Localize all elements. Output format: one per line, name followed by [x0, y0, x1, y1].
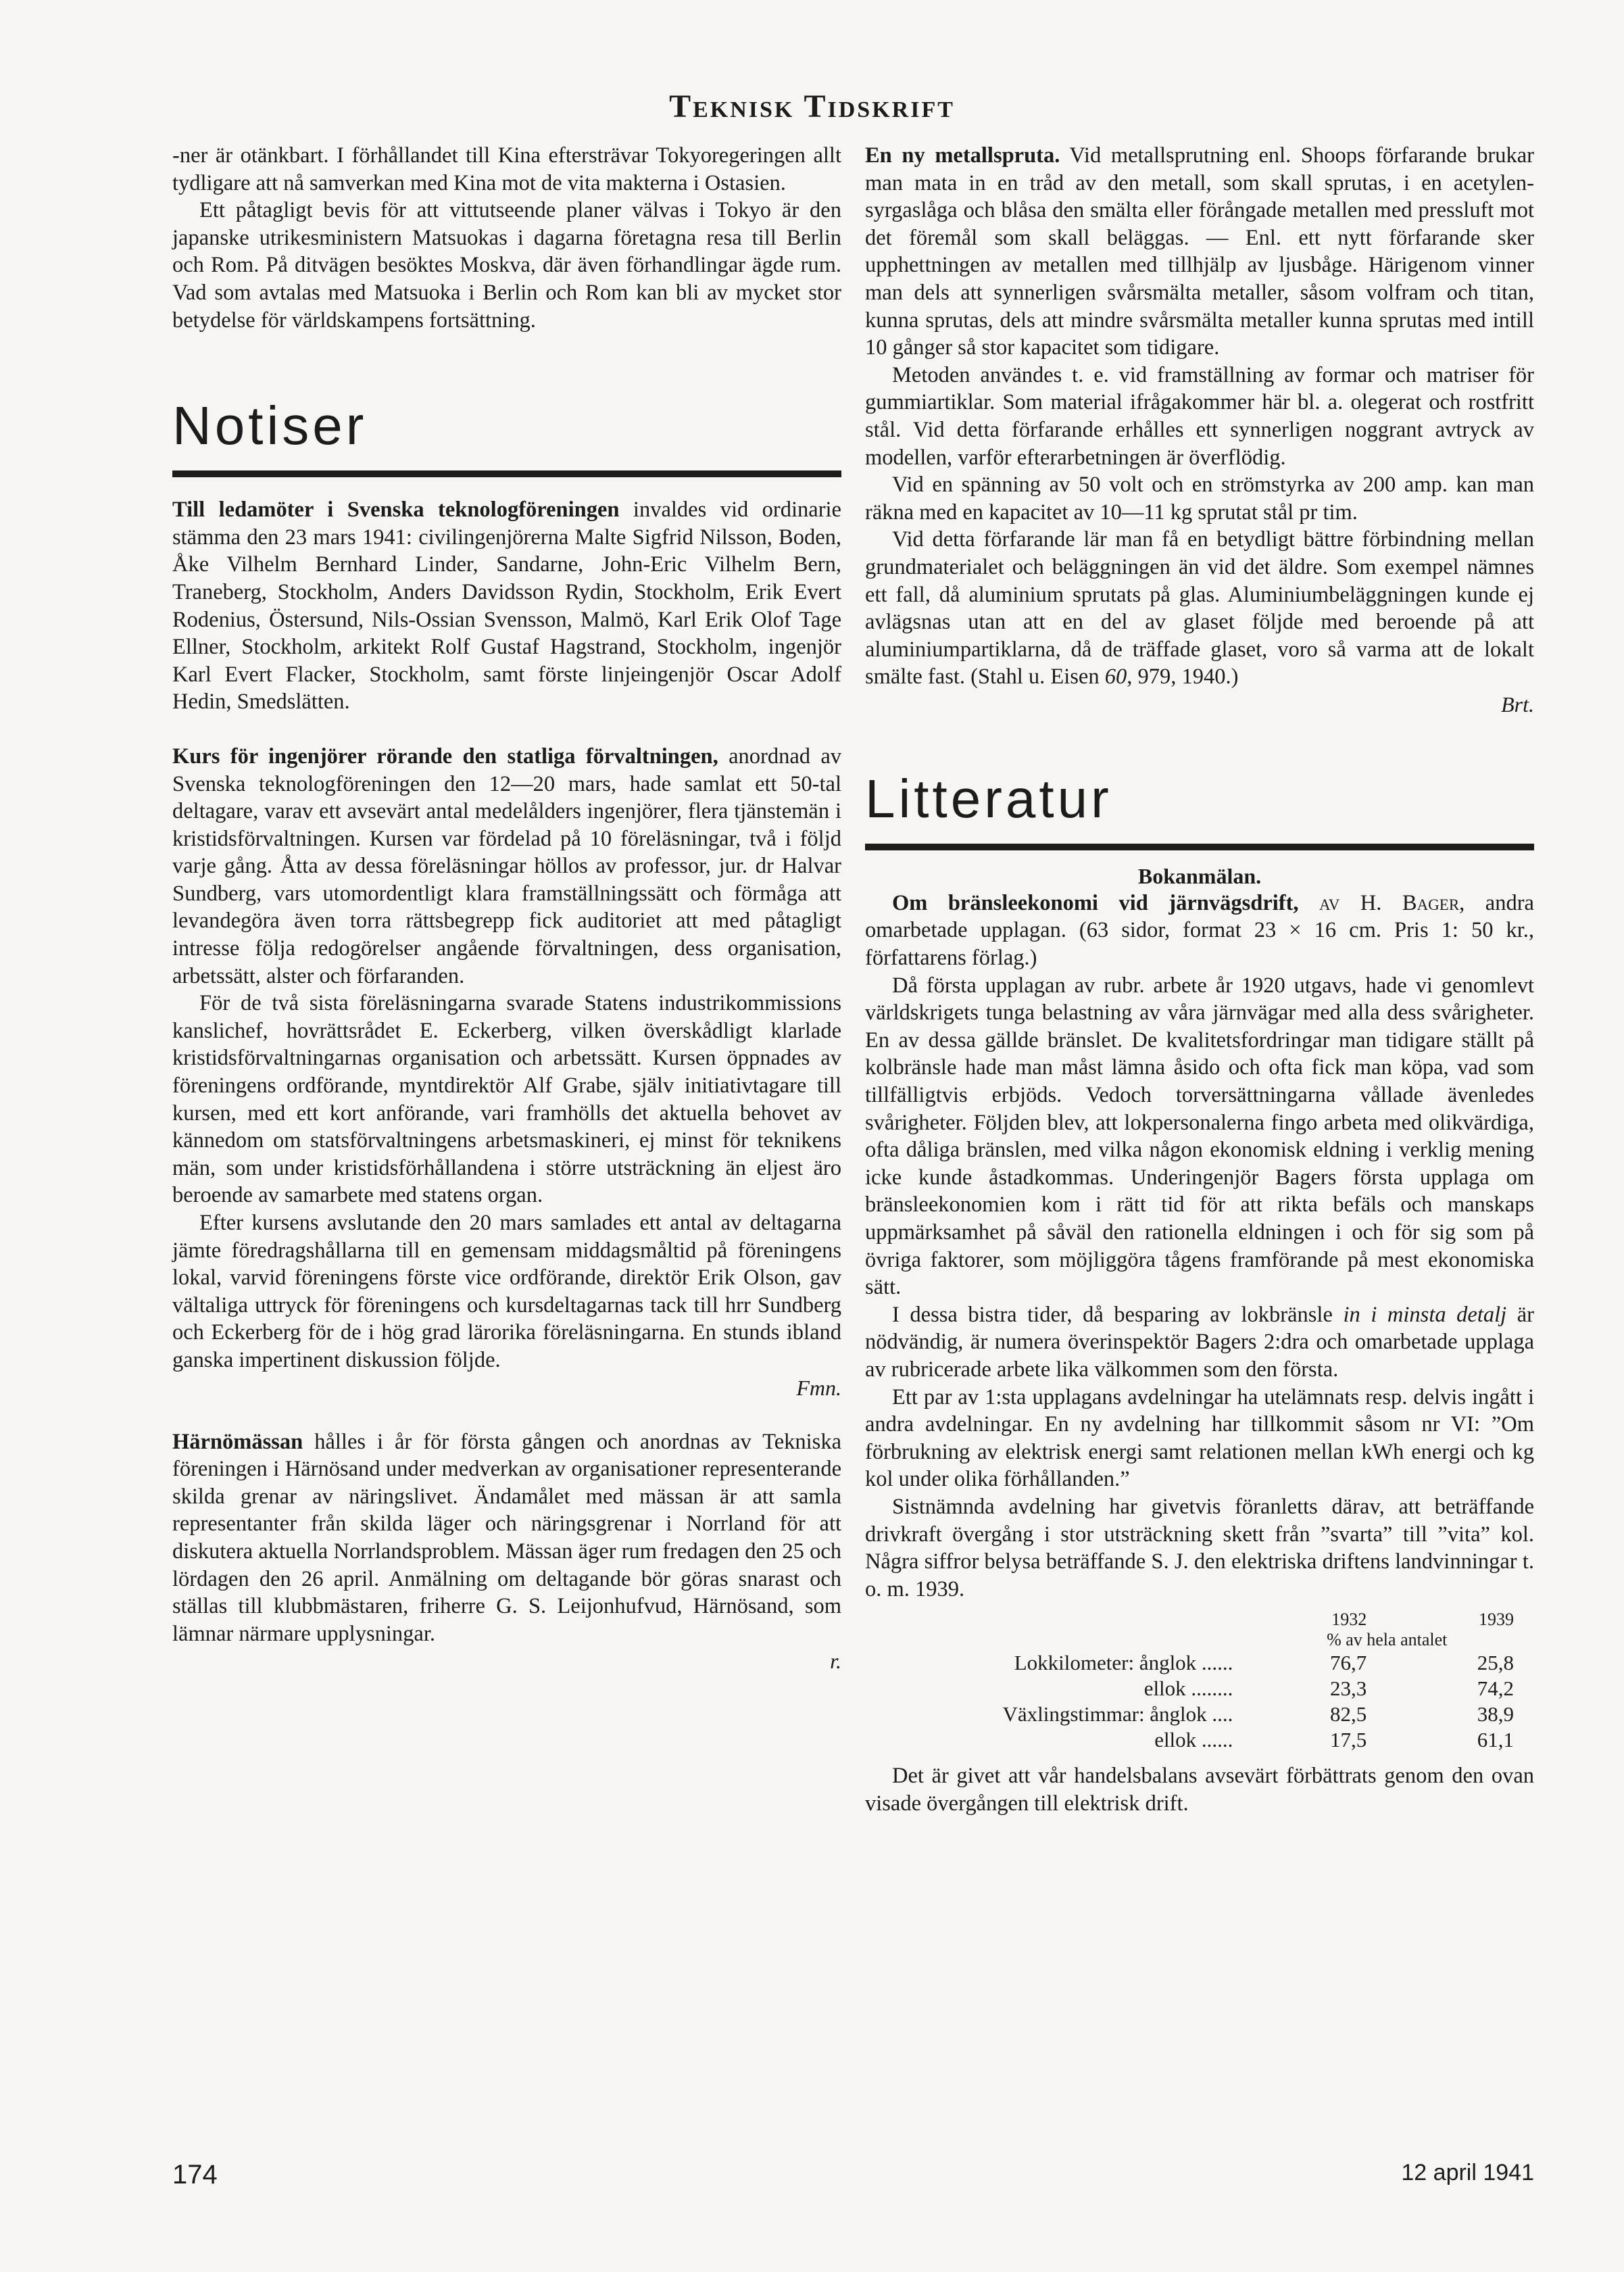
notice-ledamoter-body: invaldes vid ordinarie stämma den 23 mars 1941: civilingenjörerna Malte Sigfrid Nilsson, Boden, Åke Vilhelm Bernhard Linder, Sandarne, John-Eric Vilhelm Bern, Traneberg, Stockholm, Anders Davidsson Rydin, Stockholm, Erik Evert Rodenius, Östersund, Nils-Ossian Svensson, Malmö, Karl Erik Olof Tage Ellner, Stockholm, arkitekt Rolf Gustaf Hagstrand, Stockholm, ingenjör Karl Evert Flacker, Stockholm, samt förste linjeingenjör Oscar Adolf Hedin, Smedslätten. [172, 498, 841, 715]
article-metallspruta [865, 142, 1534, 362]
right-column [865, 142, 1534, 1818]
signature-r: r. [830, 1649, 841, 1674]
table-col-1932: 1932 [1331, 1610, 1367, 1630]
article-metallspruta-head: En ny metallspruta. [865, 143, 1060, 168]
table-row-label: ellok ...... [1154, 1728, 1233, 1752]
review-p2-italic: in i minsta detalj [1343, 1302, 1507, 1327]
statistics-table [865, 1610, 1534, 1753]
table-row [865, 1676, 1534, 1701]
table-row-label: Lokkilometer: ånglok ...... [1014, 1651, 1233, 1675]
intro-paragraph-1: -ner är otänkbart. I förhållandet till Kina eftersträvar Tokyoregeringen allt tydligare att nå samverkan med Kina mot de vita makterna i Ostasien. [172, 143, 841, 195]
notice-ledamoter-head: Till ledamöter i Svenska teknologföreningen [172, 498, 620, 523]
table-cell: 17,5 [1329, 1728, 1367, 1752]
article-metallspruta-p4 [865, 526, 1534, 691]
notice-harnomassan-head: Härnömässan [172, 1429, 303, 1454]
left-column [172, 142, 841, 1674]
review-paragraph-3: Ett par av 1:sta upplagans avdelningar ha utelämnats resp. delvis ingått i andra avdelningar. En ny avdelning har tillkommit såsom nr VI: ”Om förbrukning av elektrisk energi samt relationen mellan kWh energi och kg kol under olika förhållanden.” [865, 1384, 1534, 1492]
article-metallspruta-p3: Vid en spänning av 50 volt och en strömstyrka av 200 amp. kan man räkna med en kapacitet av 10—11 kg sprutat stål pr tim. [865, 473, 1534, 525]
table-cell: 25,8 [1477, 1651, 1514, 1675]
table-cell: 38,9 [1477, 1702, 1514, 1726]
table-row [865, 1727, 1534, 1753]
review-paragraph-2 [865, 1301, 1534, 1384]
journal-header: Teknisk Tidskrift [669, 89, 955, 124]
review-author: av H. Bager, [1298, 890, 1465, 915]
table-cell: 61,1 [1477, 1728, 1514, 1752]
table-cell: 82,5 [1329, 1702, 1367, 1726]
notice-harnomassan [172, 1428, 841, 1648]
review-p2-b: är nödvändig, är numera överinspektör Bagers 2:dra och omarbetade upplaga av rubricerade arbete lika välkommen som den första. [865, 1302, 1535, 1382]
table-cell: 76,7 [1329, 1651, 1367, 1675]
review-p2-a: I dessa bistra tider, då besparing av lokbränsle [892, 1302, 1344, 1327]
table-subhead: % av hela antalet [1327, 1630, 1448, 1650]
review-paragraph-5: Det är givet att vår handelsbalans avsevärt förbättrats genom den ovan visade övergången till elektrisk drift. [865, 1764, 1534, 1816]
notice-kurs-head: Kurs för ingenjörer rörande den statliga förvaltningen, [172, 744, 718, 769]
notice-kurs [172, 743, 841, 990]
issue-date: 12 april 1941 [1401, 2160, 1534, 2185]
article-metallspruta-p2: Metoden användes t. e. vid framställning av formar och matriser för gummiartiklar. Som material ifrågakommer här bl. a. olegerat och rostfritt stål. Vid detta förfarande erhålles ett synnerligen noggrant avtryck av modellen, varför efterarbetningen är överflödig. [865, 362, 1534, 470]
notice-harnomassan-body: hålles i år för första gången och anordnas av Tekniska föreningen i Härnösand under medverkan av organisationer representerande skilda grenar av näringslivet. Ändamålet med mässan är att samla representanter från skilda läger och näringsgrenar i Norrland för att diskutera aktuella Norrlandsproblem. Mässan äger rum fredagen den 25 och lördagen den 26 april. Anmälning om deltagande bör göras snarast och ställas till klubbmästaren, friherre G. S. Leijonhufvud, Härnösand, som lämnar närmare upplysningar. [172, 1429, 841, 1646]
review-title: Om bränsleekonomi vid järnvägsdrift, [892, 890, 1299, 915]
article-metallspruta-volume: 60 [1104, 664, 1127, 690]
section-title-litteratur: Litteratur [865, 768, 1112, 829]
table-col-1939: 1939 [1479, 1610, 1514, 1630]
section-rule-litteratur [865, 844, 1534, 850]
section-rule [172, 470, 841, 477]
table-row-label: ellok ........ [1143, 1676, 1233, 1701]
signature-fmn: Fmn. [796, 1375, 841, 1400]
table-row [865, 1701, 1534, 1727]
table-row [865, 1650, 1534, 1676]
bokanmalan-heading: Bokanmälan. [1137, 863, 1262, 888]
section-title-notiser: Notiser [172, 395, 368, 456]
notice-ledamoter [172, 496, 841, 716]
page-number: 174 [172, 2160, 218, 2190]
table-cell: 23,3 [1329, 1676, 1367, 1701]
signature-brt: Brt. [1501, 692, 1534, 717]
article-metallspruta-p4-end: , 979, 1940.) [1127, 664, 1239, 690]
notice-kurs-p3: Efter kursens avslutande den 20 mars samlades ett antal av deltagarna jämte föredragshållarna till en gemensam middagsmåltid på föreningens lokal, varvid föreningens förste vice ordförande, direktör Erik Olson, gav vältaliga uttryck för föreningens och kursdeltagarnas tack till hrr Sundberg och Eckerberg för de i hög grad lärorika föreläsningarna. En stunds ibland ganska impertinent diskussion följde. [172, 1211, 841, 1372]
article-metallspruta-p4-text: Vid detta förfarande lär man få en betydligt bättre förbindning mellan grundmaterialet och beläggningen än vid det äldre. Som exempel nämnes ett fall, då aluminium sprutats på glas. Aluminiumbeläggningen kunde ej avlägsnas utan att en del av glaset följde med beroende på att aluminiumpartiklarna, då de träffade glaset, voro så varma att de lokalt smälte fast. (Stahl u. Eisen [865, 527, 1534, 690]
table-cell: 74,2 [1477, 1676, 1514, 1701]
notice-kurs-body: anordnad av Svenska teknologföreningen den 12—20 mars, hade samlat ett 50-tal deltagare, varav ett avsevärt antal medelålders ingenjörer, flera tjänstemän i kristidsförvaltningen. Kursen var fördelad på 10 föreläsningar, två i följd varje gång. Åtta av dessa föreläsningar höllos av professor, jur. dr Halvar Sundberg, vars utomordentligt klara framställningssätt och förmåga att levandegöra även torra rättsbegrepp fick auditoriet att med påtagligt intresse följa redogörelser angående förvaltningen, dess organisation, arbetssätt, alster och förfaranden. [172, 744, 841, 988]
article-metallspruta-body: Vid metallsprutning enl. Shoops förfarande brukar man mata in en tråd av den metall, som skall sprutas, i en acetylen-syrgaslåga och blåsa den smälta eller förångade metallen med pressluft mot det föremål som skall beläggas. — Enl. ett nytt förfarande sker upphettningen av metallen med tillhjälp av ljusbåge. Härigenom vinner man dels att synnerligen svårsmälta metaller, såsom volfram och titan, kunna sprutas, dels att mindre svårsmälta metaller kunna sprutas med intill 10 gånger så stor kapacitet som tidigare. [865, 143, 1534, 360]
table-row-label: Växlingstimmar: ånglok .... [1002, 1702, 1233, 1726]
intro-paragraph-2: Ett påtagligt bevis för att vittutseende planer välvas i Tokyo är den japanske utrikesministern Matsuokas i dagarna företagna resa till Berlin och Rom. På ditvägen besöktes Moskva, där även förhandlingar ägde rum. Vad som avtalas med Matsuoka i Berlin och Rom kan bli av mycket stor betydelse för världskampens fortsättning. [172, 198, 841, 333]
notice-kurs-p2: För de två sista föreläsningarna svarade Statens industrikommissions kanslichef, hovrättsrådet E. Eckerberg, vilken överskådligt klarlade kristidsförvaltningarnas organisation och arbetssätt. Kursen öppnades av föreningens ordförande, myntdirektör Alf Grabe, själv initiativtagare till kursen, med ett kort anförande, vari framhölls det aktuella behovet av kännedom om statsförvaltningens arbetsmaskineri, ej minst för teknikens män, som under kristidsförhållandena i större utsträckning än eljest äro beroende av samarbete med statens organ. [172, 991, 841, 1208]
review-paragraph-4: Sistnämnda avdelning har givetvis föranletts därav, att beträffande drivkraft övergång i stor utsträckning skett från ”svarta” till ”vita” kol. Några siffror belysa beträffande S. J. den elektriska driftens landvinningar t. o. m. 1939. [865, 1494, 1534, 1601]
review-heading [865, 890, 1534, 972]
review-paragraph-1: Då första upplagan av rubr. arbete år 1920 utgavs, hade vi genomlevt världskrigets tunga belastning av våra järnvägar med alla dess svårigheter. En av dessa gällde bränslet. De kvalitetsfordringar man tidigare ställt på kolbränsle hade man måst lämna åsido och ofta fick man köpa, vad som tillfälligtvis erbjöds. Vedoch torversättningarna vållade ävenledes svårigheter. Följden blev, att lokpersonalerna fingo arbeta med olikvärdiga, ofta dåliga bränslen, med vilka någon ekonomisk eldning i verklig mening icke kunde åstadkommas. Underingenjör Bagers första upplaga om bränsleekonomien kom i rätt tid för att rikta befäls och manskaps uppmärksamhet på såväl den rationella eldningen i och för sig som på övriga faktorer, som möjliggöra tågens framförande på mest ekonomiska sätt. [865, 973, 1534, 1300]
review-bibliographic: andra omarbetade upplagan. (63 sidor, format 23 × 16 cm. Pris 1: 50 kr., författarens förlag.) [865, 890, 1534, 971]
